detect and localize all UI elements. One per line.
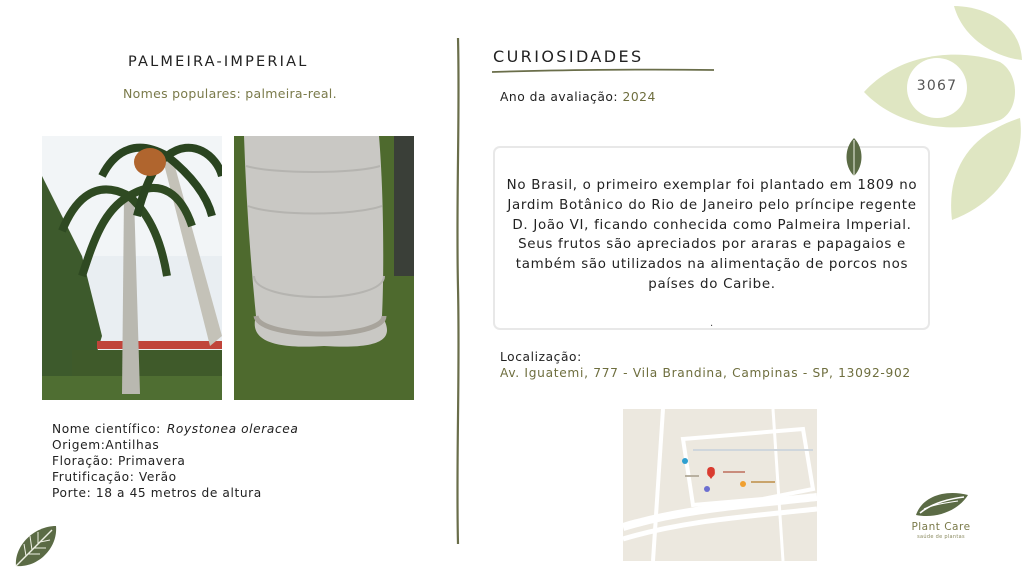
year-value: 2024 [622,90,656,104]
plant-care-logo [914,487,970,519]
year-label: Ano da avaliação: [500,90,619,104]
size-fact: Porte: 18 a 45 metros de altura [52,486,262,500]
flowering-fact: Floração: Primavera [52,454,186,468]
column-divider [455,38,461,544]
leaf-icon [12,522,60,570]
scientific-name-label: Nome científico: [52,422,161,436]
location-label: Localização: [500,350,582,364]
curiosities-title: CURIOSIDADES [493,47,644,66]
brand-name: Plant Care [911,521,971,533]
plant-facts [52,421,298,501]
plant-title: PALMEIRA-IMPERIAL [128,54,309,70]
location-map[interactable] [623,409,817,561]
small-leaf-icon [845,138,863,178]
location-address: Av. Iguatemi, 777 - Vila Brandina, Campinas - SP, 13092-902 [500,366,911,380]
curiosity-text: No Brasil, o primeiro exemplar foi plantado em 1809 no Jardim Botânico do Rio de Janeiro pelo príncipe regente D. João VI, ficando conhecida como Palmeira Imperial. Seus frutos são apreciados por araras e papagaios e também são utilizados na alimentação de porcos nos países do Caribe. [506,178,918,292]
title-underline [492,68,714,74]
evaluation-year [500,90,656,104]
origin-fact: Origem:Antilhas [52,438,160,452]
scientific-name-value: Roystonea oleracea [166,422,299,436]
record-number: 3067 [916,78,958,94]
palm-photo-canopy [42,136,222,400]
palm-photo-trunk [234,136,414,400]
fruiting-fact: Frutificação: Verão [52,470,177,484]
popular-names: Nomes populares: palmeira-real. [123,86,337,101]
brand-tagline: saúde de plantas [917,534,965,540]
card-trailing-mark: . [710,318,714,329]
